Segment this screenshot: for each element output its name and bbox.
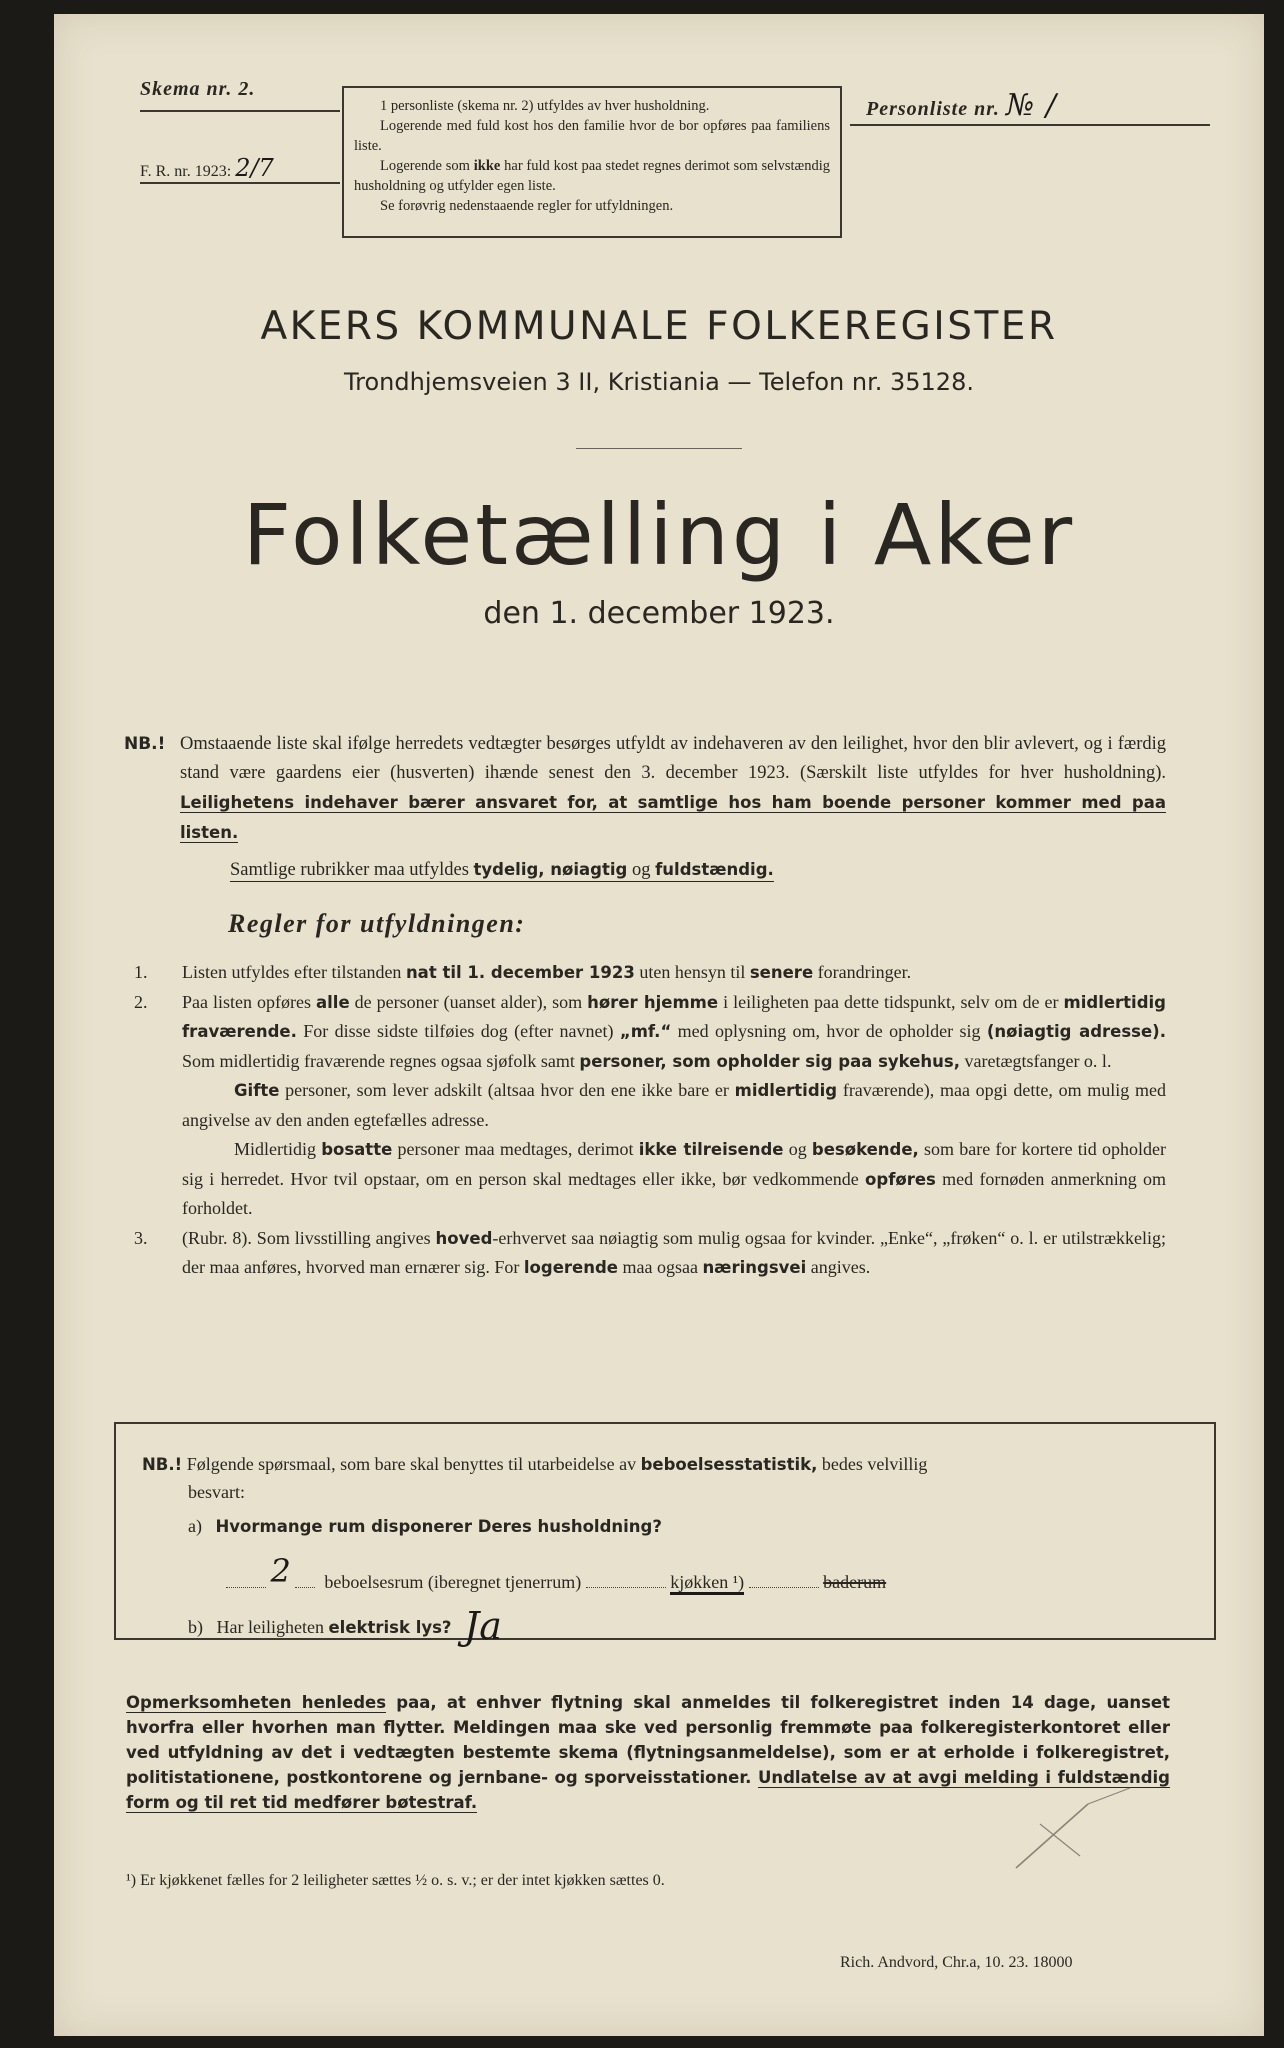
organization-title: AKERS KOMMUNALE FOLKEREGISTER: [260, 304, 1058, 349]
personliste-label: Personliste nr.: [866, 98, 1000, 120]
rooms-answer-row: [226, 1552, 887, 1596]
rule-2: [126, 988, 1166, 1077]
rule-3-text-a: (Rubr. 8). Som livsstilling angives: [182, 1227, 436, 1248]
rule-2-bold-d: hører hjemme: [587, 992, 719, 1012]
rooms-dots-right: [295, 1586, 315, 1588]
info-line-3b: har fuld kost paa stedet regnes derimot som selvstændig husholdning og utfylder egen liste.: [354, 158, 830, 194]
personliste-number: [866, 88, 1057, 123]
info-line-1: 1 personliste (skema nr. 2) utfyldes av hver husholdning.: [380, 98, 710, 114]
rule-2-text-e: i leiligheten paa dette tidspunkt, selv om de er: [718, 991, 1064, 1012]
electric-light-answer[interactable]: Ja: [464, 1604, 502, 1648]
rule-2-text-k: Som midlertidig fraværende regnes ogsaa sjøfolk samt: [182, 1050, 580, 1071]
household-info-box: [342, 86, 842, 238]
rule-1: [126, 958, 1166, 988]
rule-2-text-a: Paa listen opføres: [182, 991, 316, 1012]
personliste-value: № /: [1005, 88, 1057, 123]
nb-label: NB.!: [124, 734, 166, 754]
question-a-letter: a): [188, 1516, 202, 1536]
bath-dots: [749, 1586, 819, 1588]
info-line-2: Logerende med fuld kost hos den familie hvor de bor opføres paa familiens liste.: [354, 118, 830, 154]
midl-bold-b: bosatte: [321, 1140, 393, 1159]
nb-instructions: [126, 730, 1166, 848]
rule-3: [126, 1224, 1166, 1283]
rule-2-bold-h: „mf.“: [619, 1022, 672, 1041]
rule-3-bold-b: hoved: [435, 1228, 493, 1248]
gifte-text-d: fraværende), maa opgi dette, om mulig med angivelse av den anden egtefælles adresse.: [182, 1080, 1167, 1130]
stats-nb-label: NB.!: [142, 1455, 183, 1474]
rule-1-text-e: forandringer.: [813, 962, 912, 982]
fr-rule: [140, 182, 340, 184]
fr-label: F. R. nr. 1923:: [140, 163, 232, 180]
rule-2-text-m: varetægtsfanger o. l.: [959, 1050, 1112, 1071]
rule-1-number: 1.: [134, 962, 148, 982]
rule-2-number: 2.: [134, 991, 148, 1012]
midl-bold-d: ikke tilreisende: [638, 1140, 784, 1159]
personliste-rule: [850, 124, 1210, 126]
midl-text-e: og: [783, 1139, 812, 1159]
gifte-bold: Gifte: [234, 1081, 280, 1100]
question-a: [188, 1516, 662, 1537]
bath-label-struck[interactable]: baderum: [823, 1572, 887, 1592]
midl-text-a: Midlertidig: [234, 1139, 322, 1159]
samtlige-bold-1: tydelig, nøiagtig: [473, 860, 628, 879]
rule-3-number: 3.: [134, 1227, 148, 1248]
midl-text-i: med fornøden anmerkning om forholdet.: [182, 1168, 1166, 1218]
fr-number: [140, 154, 274, 182]
midl-bold-h: opføres: [865, 1169, 936, 1189]
notice-lead: Opmerksomheten henledes: [126, 1693, 387, 1712]
printer-imprint: Rich. Andvord, Chr.a, 10. 23. 18000: [840, 1954, 1073, 1971]
rules-heading: Regler for utfyldningen:: [228, 909, 526, 938]
rule-1-text-c: uten hensyn til: [634, 962, 750, 982]
rule-1-bold-b: nat til 1. december 1923: [405, 963, 635, 982]
skema-number: Skema nr. 2.: [140, 78, 256, 100]
question-b-text-b: elektrisk lys?: [328, 1618, 452, 1637]
kitchen-label[interactable]: kjøkken ¹): [670, 1572, 744, 1595]
census-date: den 1. december 1923.: [483, 596, 835, 631]
rule-2-bold-b: alle: [316, 992, 350, 1012]
rule-3-text-e: maa ogsaa: [617, 1257, 703, 1277]
rule-2-text-c: de personer (uanset alder), som: [349, 991, 588, 1012]
rule-3-text-c: -erhvervet saa nøiagtig som mulig ogsaa for kvinder. „Enke“, „frøken“ o. l. er utilstrækkelig; der maa anføres, hvorved man ernærer sig. For: [182, 1227, 1166, 1277]
info-line-3-bold: ikke: [473, 158, 501, 174]
rule-2-married: [126, 1076, 1166, 1135]
rule-2-text-i: med oplysning om, hvor de opholder sig: [671, 1021, 987, 1041]
organization-address: Trondhjemsveien 3 II, Kristiania — Telefon nr. 35128.: [344, 368, 974, 396]
question-b-text-a: Har leiligheten: [216, 1617, 329, 1637]
question-a-text: Hvormange rum disponerer Deres husholdning?: [215, 1517, 662, 1536]
kitchen-dots: [586, 1586, 666, 1588]
stats-intro-bold: beboelsesstatistik,: [640, 1455, 818, 1474]
skema-rule: [140, 110, 340, 112]
rules-list: [126, 958, 1166, 1283]
samtlige-pre: Samtlige rubrikker maa utfyldes: [230, 860, 474, 880]
samtlige-og: og: [627, 860, 656, 880]
stats-intro-c: bedes velvillig: [817, 1454, 928, 1474]
stats-intro-a: Følgende spørsmaal, som bare skal benyttes til utarbeidelse av: [186, 1454, 641, 1474]
rule-3-text-g: angives.: [806, 1257, 871, 1277]
question-b: [188, 1598, 502, 1648]
rule-1-text-a: Listen utfyldes efter tilstanden: [182, 962, 406, 982]
midl-text-c: personer maa medtages, derimot: [392, 1139, 639, 1159]
nb-bold-responsibility: Leilighetens indehaver bærer ansvaret for, at samtlige hos ham boende personer kommer med paa listen.: [180, 793, 1166, 842]
rule-1-bold-d: senere: [749, 963, 814, 982]
rule-3-bold-f: næringsvei: [702, 1258, 807, 1277]
rule-3-bold-d: logerende: [523, 1258, 618, 1277]
stats-intro: [142, 1454, 927, 1475]
rule-2-temporary: [126, 1135, 1166, 1224]
footnote: ¹) Er kjøkkenet fælles for 2 leiligheter sættes ½ o. s. v.; er der intet kjøkken sættes 0.: [126, 1872, 665, 1889]
rule-2-bold-l: personer, som opholder sig paa sykehus,: [579, 1051, 960, 1071]
nb-text: [180, 730, 1166, 848]
nb-completeness-note: [230, 860, 774, 882]
stats-intro-cont: besvart:: [188, 1482, 245, 1502]
midl-text-g: som bare for kortere tid opholder sig i herredet. Hvor tvil opstaar, om en person skal medtages eller ikke, bør vedkommende: [182, 1139, 1166, 1189]
rooms-value[interactable]: 2: [270, 1552, 291, 1590]
main-title: Folketælling i Aker: [242, 486, 1076, 584]
pencil-check-mark: [1010, 1784, 1190, 1874]
housing-statistics-box: [114, 1422, 1216, 1648]
rule-2-bold-j: (nøiagtig adresse).: [986, 1022, 1166, 1041]
gifte-text-b: personer, som lever adskilt (altsaa hvor den ene ikke bare er: [279, 1080, 735, 1100]
info-line-3: [354, 156, 830, 196]
notice-body: paa, at enhver flytning skal anmeldes til folkeregistret inden 14 dage, uanset hvorfra eller hvorhen man flytter. Meldingen maa ske ved personlig fremmøte paa folkeregisterkontoret eller ved utfyldning av det i vedtægten bestemte skema (flytningsanmeldelse), som er at erholde i folkeregistret, politistationene, postkontorene og jernbane- og sporveisstationer.: [126, 1693, 1170, 1787]
nb-body: Omstaaende liste skal ifølge herredets vedtægter besørges utfyldt av indehaveren av den leilighet, hvor den blir avlevert, og i færdig stand være gaardens eier (husverten) ihænde senest den 3. december 1923. (Særskilt liste utfyldes for hver husholdning).: [180, 734, 1166, 783]
info-line-4: Se forøvrig nedenstaaende regler for utfyldningen.: [380, 198, 674, 214]
question-b-letter: b): [188, 1617, 203, 1637]
info-line-3a: Logerende som: [380, 158, 474, 174]
title-divider: [576, 448, 742, 449]
rooms-label: beboelsesrum (iberegnet tjenerrum): [324, 1572, 582, 1592]
fr-value: 2/7: [235, 154, 274, 182]
rule-2-bold-f: midlertidig fraværende.: [182, 992, 1166, 1041]
notice-penalty: Undlatelse av at avgi melding i fuldstændig form og til ret tid medfører bøtestraf.: [126, 1768, 1170, 1812]
samtlige-bold-2: fuldstændig.: [655, 860, 774, 879]
census-form-sheet: [54, 14, 1264, 2036]
midl-bold-f: besøkende,: [811, 1140, 919, 1159]
gifte-bold-c: midlertidig: [734, 1081, 838, 1100]
rule-2-text-g: For disse sidste tilføies dog (efter navnet): [296, 1021, 620, 1041]
rooms-dots-left: [226, 1586, 266, 1588]
